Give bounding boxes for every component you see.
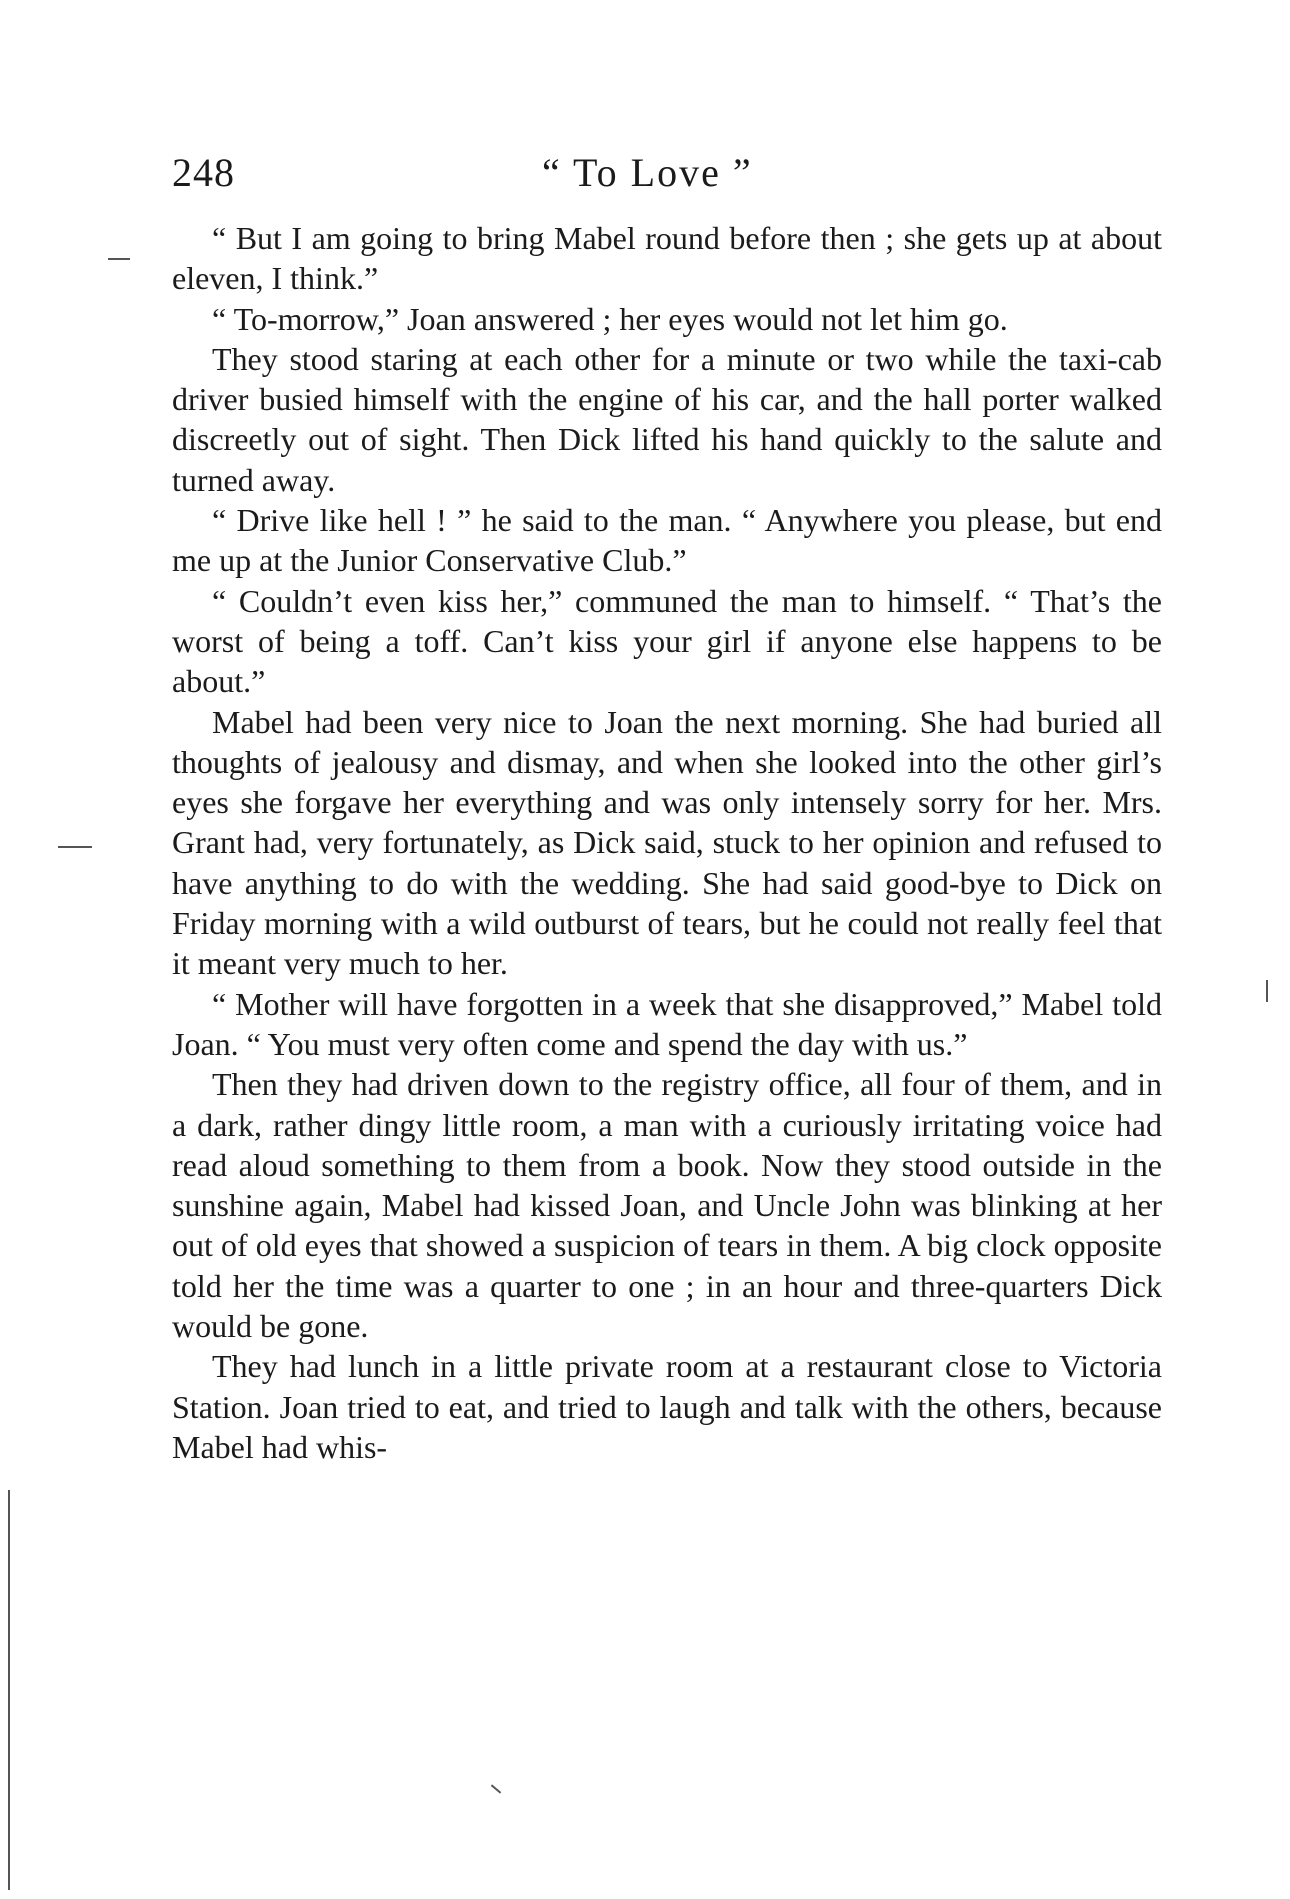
- scan-mark-left-top: [108, 258, 130, 260]
- scan-mark-left-bottom: [8, 1490, 10, 1890]
- paragraph: They stood staring at each other for a minute or two while the taxi-cab driver busied himself with the engine of his car, and the hall porter walked discreetly out of sight. Then Dick lifted his hand quickly to the salute and turned away.: [172, 340, 1162, 498]
- scan-mark-right: [1266, 980, 1268, 1002]
- paragraph: They had lunch in a little private room at a restaurant close to Victoria Station. Joan tried to eat, and tried to laugh and talk with the others, because Mabel had whis-: [172, 1348, 1162, 1465]
- page-number: 248: [172, 150, 235, 195]
- scan-mark-left-middle: [58, 846, 92, 848]
- paragraph: “ Mother will have forgotten in a week that she disapproved,” Mabel told Joan. “ You must very often come and spend the day with us.”: [172, 985, 1162, 1062]
- paragraph: Mabel had been very nice to Joan the next morning. She had buried all thoughts of jealousy and dismay, and when she looked into the other girl’s eyes she forgave her everything and was only intensely sorry for her. Mrs. Grant had, very fortunately, as Dick said, stuck to her opinion and refused to have anything to do with the wedding. She had said good-bye to Dick on Friday morning with a wild outburst of tears, but he could not really feel that it meant very much to her.: [172, 703, 1162, 982]
- paragraph: “ But I am going to bring Mabel round before then ; she gets up at about eleven, I think.”: [172, 220, 1162, 297]
- paragraph: “ Drive like hell ! ” he said to the man. “ Anywhere you please, but end me up at the Junior Conservative Club.”: [172, 502, 1162, 579]
- paragraph: Then they had driven down to the registry office, all four of them, and in a dark, rather dingy little room, a man with a curiously irritating voice had read aloud something to them from a book. Now they stood outside in the sunshine again, Mabel had kissed Joan, and Uncle John was blinking at her out of old eyes that showed a suspicion of tears in them. A big clock opposite told her the time was a quarter to one ; in an hour and three-quarters Dick would be gone.: [172, 1066, 1162, 1345]
- paragraph: “ To-morrow,” Joan answered ; her eyes would not let him go.: [212, 300, 1008, 337]
- paragraph: “ Couldn’t even kiss her,” communed the man to himself. “ That’s the worst of being a toff. Can’t kiss your girl if anyone else happens to be about.”: [172, 582, 1162, 700]
- running-title: “ To Love ”: [542, 150, 753, 195]
- scan-mark-bottom: [491, 1784, 501, 1793]
- body-text: [172, 218, 1162, 1467]
- page-header: [172, 148, 1162, 208]
